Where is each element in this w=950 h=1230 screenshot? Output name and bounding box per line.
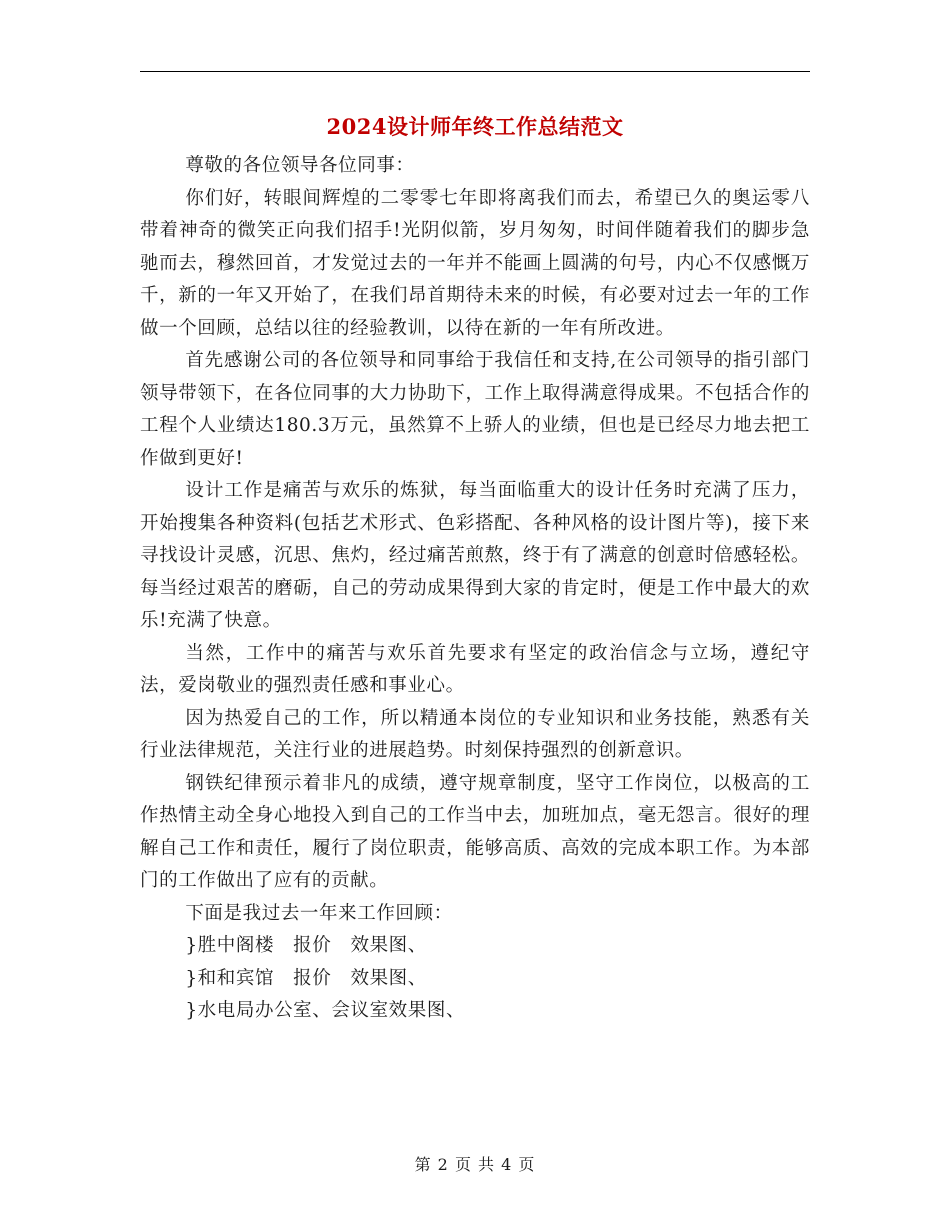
body-paragraph: 当然，工作中的痛苦与欢乐首先要求有坚定的政治信念与立场，遵纪守法，爱岗敬业的强烈责任感和事业心。 bbox=[140, 642, 810, 696]
salutation: 尊敬的各位领导各位同事： bbox=[185, 155, 415, 176]
page-footer: 第 2 页 共 4 页 bbox=[414, 1155, 536, 1174]
list-item: }和和宾馆 报价 效果图、 bbox=[185, 967, 427, 989]
document-title: 2024设计师年终工作总结范文 bbox=[326, 114, 624, 139]
body-paragraph: 下面是我过去一年来工作回顾： bbox=[185, 902, 453, 924]
body-paragraph: 钢铁纪律预示着非凡的成绩，遵守规章制度，坚守工作岗位，以极高的工作热情主动全身心地投入到自己的工作当中去，加班加点，毫无怨言。很好的理解自己工作和责任，履行了岗位职责，能够高质、高效的完成本职工作。为本部门的工作做出了应有的贡献。 bbox=[140, 772, 810, 891]
body-paragraph: 你们好，转眼间辉煌的二零零七年即将离我们而去，希望已久的奥运零八带着神奇的微笑正向我们招手!光阴似箭，岁月匆匆，时间伴随着我们的脚步急驰而去，穆然回首，才发觉过去的一年并不能画上圆满的句号，内心不仅感慨万千，新的一年又开始了，在我们昂首期待未来的时候，有必要对过去一年的工作做一个回顾，总结以往的经验教训，以待在新的一年有所改进。 bbox=[140, 187, 810, 339]
header-rule bbox=[140, 71, 810, 72]
body-paragraph: 设计工作是痛苦与欢乐的炼狱，每当面临重大的设计任务时充满了压力，开始搜集各种资料(包括艺术形式、色彩搭配、各种风格的设计图片等)，接下来寻找设计灵感，沉思、焦灼，经过痛苦煎熬，终于有了满意的创意时倍感轻松。每当经过艰苦的磨砺，自己的劳动成果得到大家的肯定时，便是工作中最大的欢乐!充满了快意。 bbox=[140, 480, 810, 631]
list-item: }水电局办公室、会议室效果图、 bbox=[185, 1000, 466, 1021]
list-item: }胜中阁楼 报价 效果图、 bbox=[185, 935, 427, 956]
body-paragraph: 首先感谢公司的各位领导和同事给于我信任和支持,在公司领导的指引部门领导带领下，在各位同事的大力协助下，工作上取得满意得成果。不包括合作的工程个人业绩达180.3万元，虽然算不上骄人的业绩，但也是已经尽力地去把工作做到更好! bbox=[140, 350, 810, 469]
body-paragraph: 因为热爱自己的工作，所以精通本岗位的专业知识和业务技能，熟悉有关行业法律规范，关注行业的进展趋势。时刻保持强烈的创新意识。 bbox=[140, 707, 810, 761]
document-body bbox=[140, 150, 810, 1028]
